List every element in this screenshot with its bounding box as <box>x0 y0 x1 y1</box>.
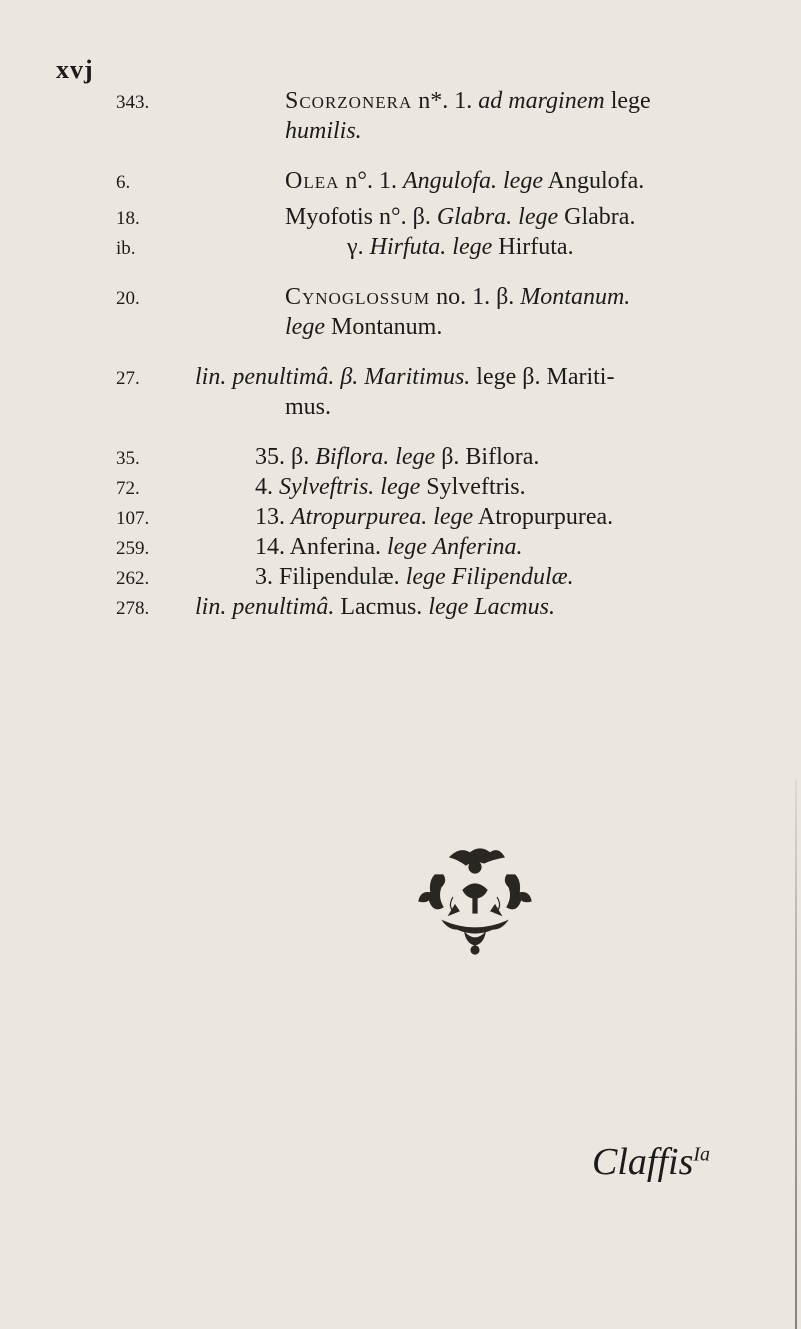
entry-segment: lege <box>604 88 651 114</box>
entry-page-number: 6. <box>116 172 131 193</box>
entry-line <box>195 592 695 622</box>
entry-segment: Hirfuta. lege <box>369 234 493 260</box>
catchword <box>592 1140 710 1184</box>
entry-segment: lege <box>285 314 325 340</box>
entry-page-number: ib. <box>116 238 136 259</box>
entry-correction <box>285 86 785 146</box>
entry-segment: lege β. Mariti- <box>470 364 615 390</box>
entry-page-number: 20. <box>116 288 140 309</box>
entry-segment: mus. <box>285 394 332 420</box>
entry-line <box>285 202 785 232</box>
entry-segment: Montanum. <box>324 314 443 340</box>
entry-correction <box>255 502 755 532</box>
entry-segment: Hirfuta. <box>492 234 574 260</box>
entry-segment: ad marginem <box>478 88 605 114</box>
floral-tailpiece-icon <box>395 835 555 960</box>
entry-segment: Atropurpurea. lege <box>291 504 474 530</box>
entry-line <box>285 116 785 146</box>
entry-segment: Myofotis n°. β. <box>285 204 437 230</box>
entry-page-number: 343. <box>116 92 150 113</box>
entry-segment: Glabra. lege <box>436 204 559 230</box>
entry-segment: lege Anferina. <box>386 534 523 560</box>
entry-segment: lege Filipendulæ. <box>405 564 574 590</box>
entry-line <box>285 282 785 312</box>
entry-segment: lege Lacmus. <box>428 594 555 620</box>
entry-segment: Lacmus. <box>334 594 429 620</box>
entry-segment: 4. <box>255 474 279 500</box>
entry-line <box>255 442 755 472</box>
entry-line <box>285 312 785 342</box>
entry-segment: 13. <box>255 504 291 530</box>
entry-page-number: 18. <box>116 208 140 229</box>
entry-segment: Angulofa. lege <box>403 168 543 194</box>
entry-segment: Montanum. <box>520 284 631 310</box>
entry-segment: β. Biflora. <box>435 444 540 470</box>
entry-segment: no. 1. β. <box>430 284 521 310</box>
entry-page-number: 72. <box>116 478 140 499</box>
entry-correction <box>195 362 695 422</box>
entry-segment: Biflora. lege <box>315 444 436 470</box>
entry-segment: n°. 1. <box>339 168 403 194</box>
entry-line <box>255 502 755 532</box>
entry-correction <box>285 202 785 232</box>
entry-segment: Glabra. <box>558 204 636 230</box>
entry-segment: Sylveftris. <box>420 474 526 500</box>
entry-page-number: 278. <box>116 598 150 619</box>
entry-page-number: 107. <box>116 508 150 529</box>
entry-segment: humilis. <box>285 118 362 144</box>
entry-segment: γ. <box>347 234 370 260</box>
entry-line <box>195 362 695 392</box>
entry-correction <box>195 592 695 622</box>
entry-correction <box>255 472 755 502</box>
catchword-sup: Ia <box>693 1143 711 1166</box>
catchword-text: Claffis <box>592 1141 694 1183</box>
entry-page-number: 27. <box>116 368 140 389</box>
entry-correction <box>255 442 755 472</box>
entry-segment: lin. penultimâ. β. Maritimus. <box>195 364 471 390</box>
entry-segment: Angulofa. <box>542 168 645 194</box>
entry-segment: 3. Filipendulæ. <box>255 564 406 590</box>
entry-line <box>195 392 695 422</box>
page-folio: xvj <box>56 55 94 84</box>
entry-segment: n*. 1. <box>412 88 479 114</box>
entry-segment: 14. Anferina. <box>255 534 387 560</box>
entry-correction <box>347 232 801 262</box>
entry-line <box>255 472 755 502</box>
entry-correction <box>255 532 755 562</box>
entry-page-number: 259. <box>116 538 150 559</box>
entry-segment: lin. penultimâ. <box>195 594 335 620</box>
entry-line <box>285 166 785 196</box>
entry-segment: Sylveftris. lege <box>279 474 421 500</box>
entry-correction <box>285 282 785 342</box>
entry-correction <box>255 562 755 592</box>
entry-page-number: 35. <box>116 448 140 469</box>
entry-segment: Scorzonera <box>285 88 413 114</box>
entry-correction <box>285 166 785 196</box>
entry-line <box>347 232 801 262</box>
entry-page-number: 262. <box>116 568 150 589</box>
entry-segment: Olea <box>285 168 340 194</box>
entry-segment: Cynoglossum <box>285 284 431 310</box>
entry-line <box>255 562 755 592</box>
page-edge-shadow <box>795 780 797 1329</box>
entry-line <box>255 532 755 562</box>
entry-segment: 35. β. <box>255 444 316 470</box>
entry-line <box>285 86 785 116</box>
entry-segment: Atropurpurea. <box>473 504 614 530</box>
